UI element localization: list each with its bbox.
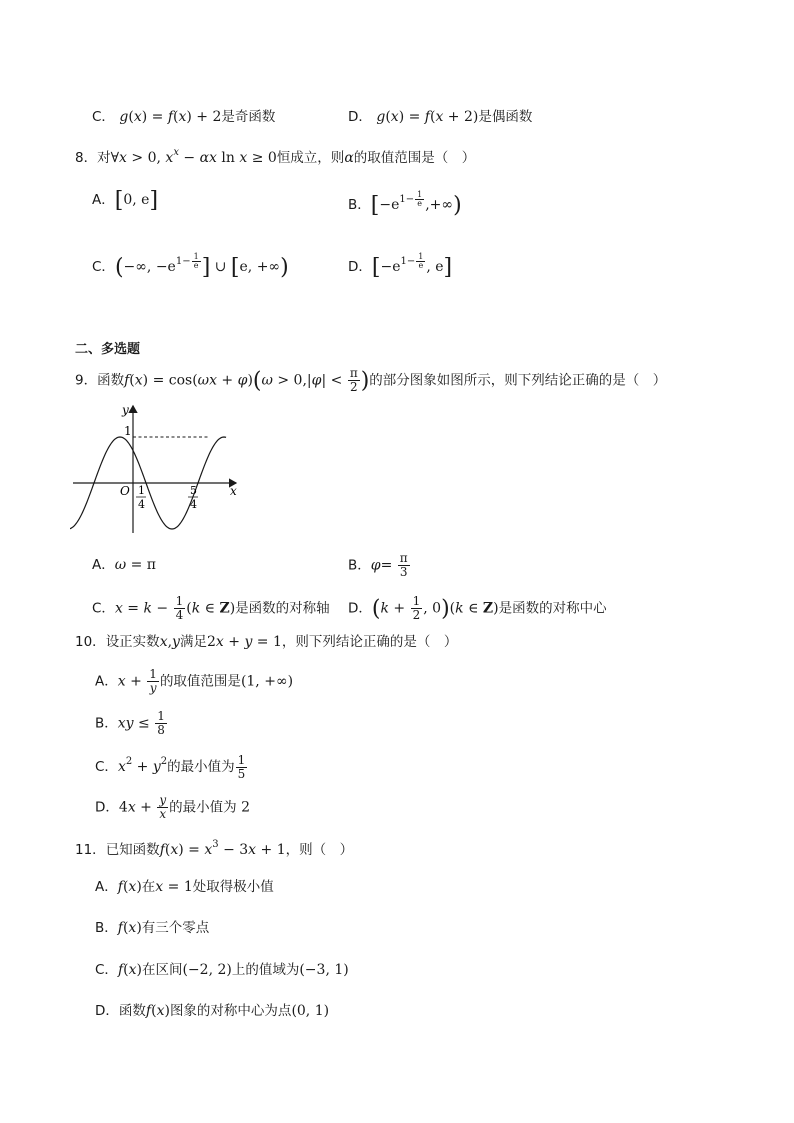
tick-5-4-num: 5 [190,484,197,497]
q10-option-c: C．$x^2 + y^2$的最小值为 $\frac{1}{5}$ [95,752,246,781]
q11-option-d: D．函数f(x)图象的对称中心为点(0, 1) [95,1003,330,1019]
x-axis-label: x [230,484,237,498]
peak-label: 1 [124,424,132,438]
q8-option-d: D．[$-e^{1- \frac{1}{e}}$ , e] [348,252,453,280]
q9-option-d: D．(k + $\frac{1}{2}$ , 0)(k ∈ Z)是函数的对称中心 [348,594,607,622]
section-title: 二、多选题 [75,342,141,357]
q9-stem: 9．函数f(x) = cos(ωx + φ)(ω > 0,|φ| < $\frac{\pi}{2}$ )的部分图象如图所示，则下列结论正确的是（ ） [75,366,667,394]
q9-option-b: B．φ= $\frac{\pi}{3}$ [348,551,408,579]
q8-option-b: B．[$-e^{1- \frac{1}{e}}$ ,+∞) [348,190,462,218]
q9-option-a: A．ω = π [92,557,157,573]
tick-5-4-den: 4 [190,498,197,511]
q7-option-d: D． g(x) = f(x + 2)是偶函数 [348,109,533,125]
q10-option-d: D．4x + $\frac{y}{x}$ 的最小值为 2 [95,793,251,821]
q11-option-c: C．f(x)在区间(−2, 2)上的值域为(−3, 1) [95,962,349,978]
origin-label: O [120,484,130,498]
tick-1-4-den: 4 [138,498,145,511]
q10-option-a: A．x + $\frac{1}{y}$ 的取值范围是(1, +∞) [95,667,294,695]
q7-option-c: C． g(x) = f(x) + 2是奇函数 [92,109,276,125]
q11-option-a: A．f(x)在x = 1处取得极小值 [95,879,274,895]
q7-option-d-text: 是偶函数 [478,109,533,125]
q10-option-b: B．xy ≤ $\frac{1}{8}$ [95,709,165,737]
tick-1-4-num: 1 [138,484,145,497]
q8-option-c: C．(−∞, $-e^{1- \frac{1}{e}}$ ] ∪ [e, +∞) [92,252,289,280]
q10-stem: 10．设正实数x,y满足2x + y = 1，则下列结论正确的是（ ） [75,634,458,650]
q9-option-c: C．x = k − $\frac{1}{4}$ (k ∈ Z)是函数的对称轴 [92,594,330,622]
q11-stem: 11．已知函数$f(x) = x^3 - 3x + 1$，则（ ） [75,839,354,858]
y-axis-label: y [122,403,129,417]
q7-option-c-text: 是奇函数 [221,109,276,125]
q8-stem: 8．对∀x > 0, $x^x - \alpha x$ ln x ≥ 0恒成立，则α的取值范围是（ ） [75,147,476,166]
q9-cosine-graph [70,400,250,540]
q8-option-a: A．[0, e] [92,188,159,213]
q11-option-b: B．f(x)有三个零点 [95,920,210,936]
